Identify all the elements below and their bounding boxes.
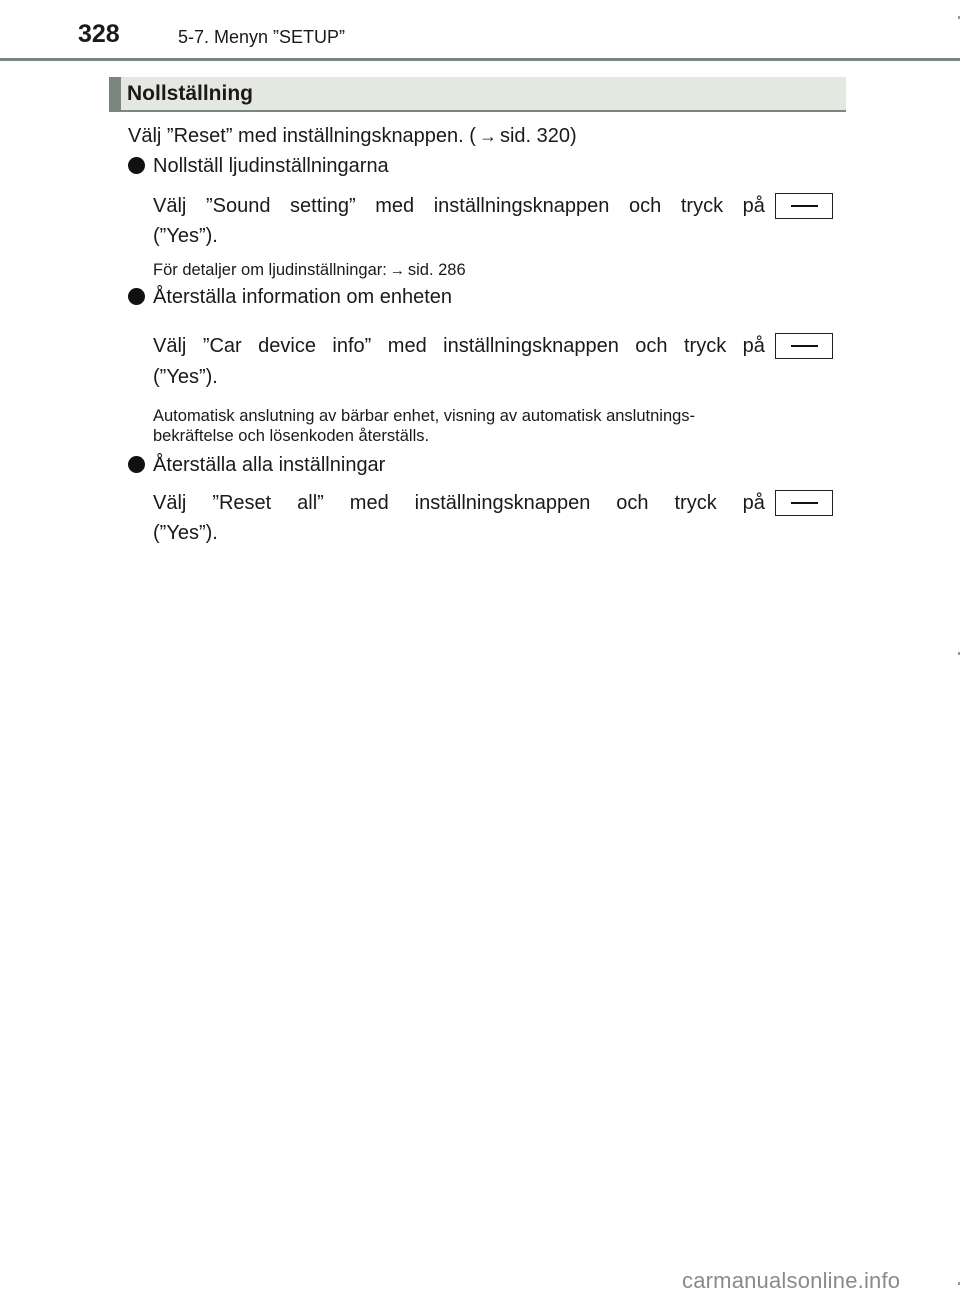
word: ”Sound	[205, 195, 271, 217]
bullet-icon	[128, 288, 145, 305]
dash-key-icon	[775, 193, 833, 219]
item-note-line-1: Automatisk anslutning av bärbar enhet, visning av automatisk anslutnings-	[153, 407, 696, 425]
header-divider	[0, 58, 960, 61]
bullet-icon	[128, 456, 145, 473]
word: tryck	[674, 492, 717, 514]
item-instruction	[153, 334, 765, 358]
chapter-title: 5-7. Menyn ”SETUP”	[178, 27, 346, 47]
word: ”Car	[202, 335, 242, 357]
word: info”	[332, 335, 372, 357]
item-note	[153, 260, 466, 281]
word: tryck	[680, 195, 724, 217]
word: och	[635, 335, 668, 357]
watermark: carmanualsonline.info	[682, 1268, 901, 1293]
word: Välj	[153, 335, 187, 357]
intro-line	[128, 124, 577, 148]
item-heading: Nollställ ljudinställningarna	[153, 155, 389, 177]
word: på	[742, 335, 765, 357]
item-instruction-cont: (”Yes”).	[153, 225, 218, 247]
word: ”Reset	[212, 492, 272, 514]
page-number: 328	[78, 20, 120, 48]
word: på	[742, 195, 765, 217]
intro-text: Välj ”Reset” med inställningsknappen. (	[128, 125, 476, 147]
dash-key-icon	[775, 490, 833, 516]
item-instruction	[153, 491, 765, 515]
bullet-icon	[128, 157, 145, 174]
word: setting”	[290, 195, 356, 217]
item-instruction-cont: (”Yes”).	[153, 522, 218, 544]
word: Välj	[153, 195, 187, 217]
section-header-stripe	[109, 77, 121, 110]
note-page-ref[interactable]: sid. 286	[407, 261, 466, 279]
intro-page-ref[interactable]: sid. 320)	[499, 125, 577, 147]
word: och	[616, 492, 649, 514]
word: inställningsknappen	[433, 195, 610, 217]
word: med	[349, 492, 389, 514]
dash-key-icon	[775, 333, 833, 359]
item-instruction-cont: (”Yes”).	[153, 366, 218, 388]
section-title: Nollställning	[127, 82, 253, 105]
word: tryck	[683, 335, 727, 357]
arrow-right-icon: →	[478, 126, 497, 146]
word: Välj	[153, 492, 187, 514]
word: inställningsknappen	[443, 335, 619, 357]
item-instruction	[153, 194, 765, 218]
arrow-right-icon: →	[389, 262, 405, 279]
word: device	[258, 335, 316, 357]
item-heading: Återställa alla inställningar	[153, 454, 386, 476]
word: all”	[297, 492, 324, 514]
item-heading: Återställa information om enheten	[153, 286, 453, 308]
note-text: För detaljer om ljudinställningar:	[153, 261, 387, 279]
word: och	[629, 195, 662, 217]
item-note-line-2: bekräftelse och lösenkoden återställs.	[153, 427, 430, 445]
section-header	[109, 77, 846, 112]
word: med	[387, 335, 427, 357]
word: med	[375, 195, 415, 217]
word: inställningsknappen	[414, 492, 591, 514]
word: på	[742, 492, 765, 514]
